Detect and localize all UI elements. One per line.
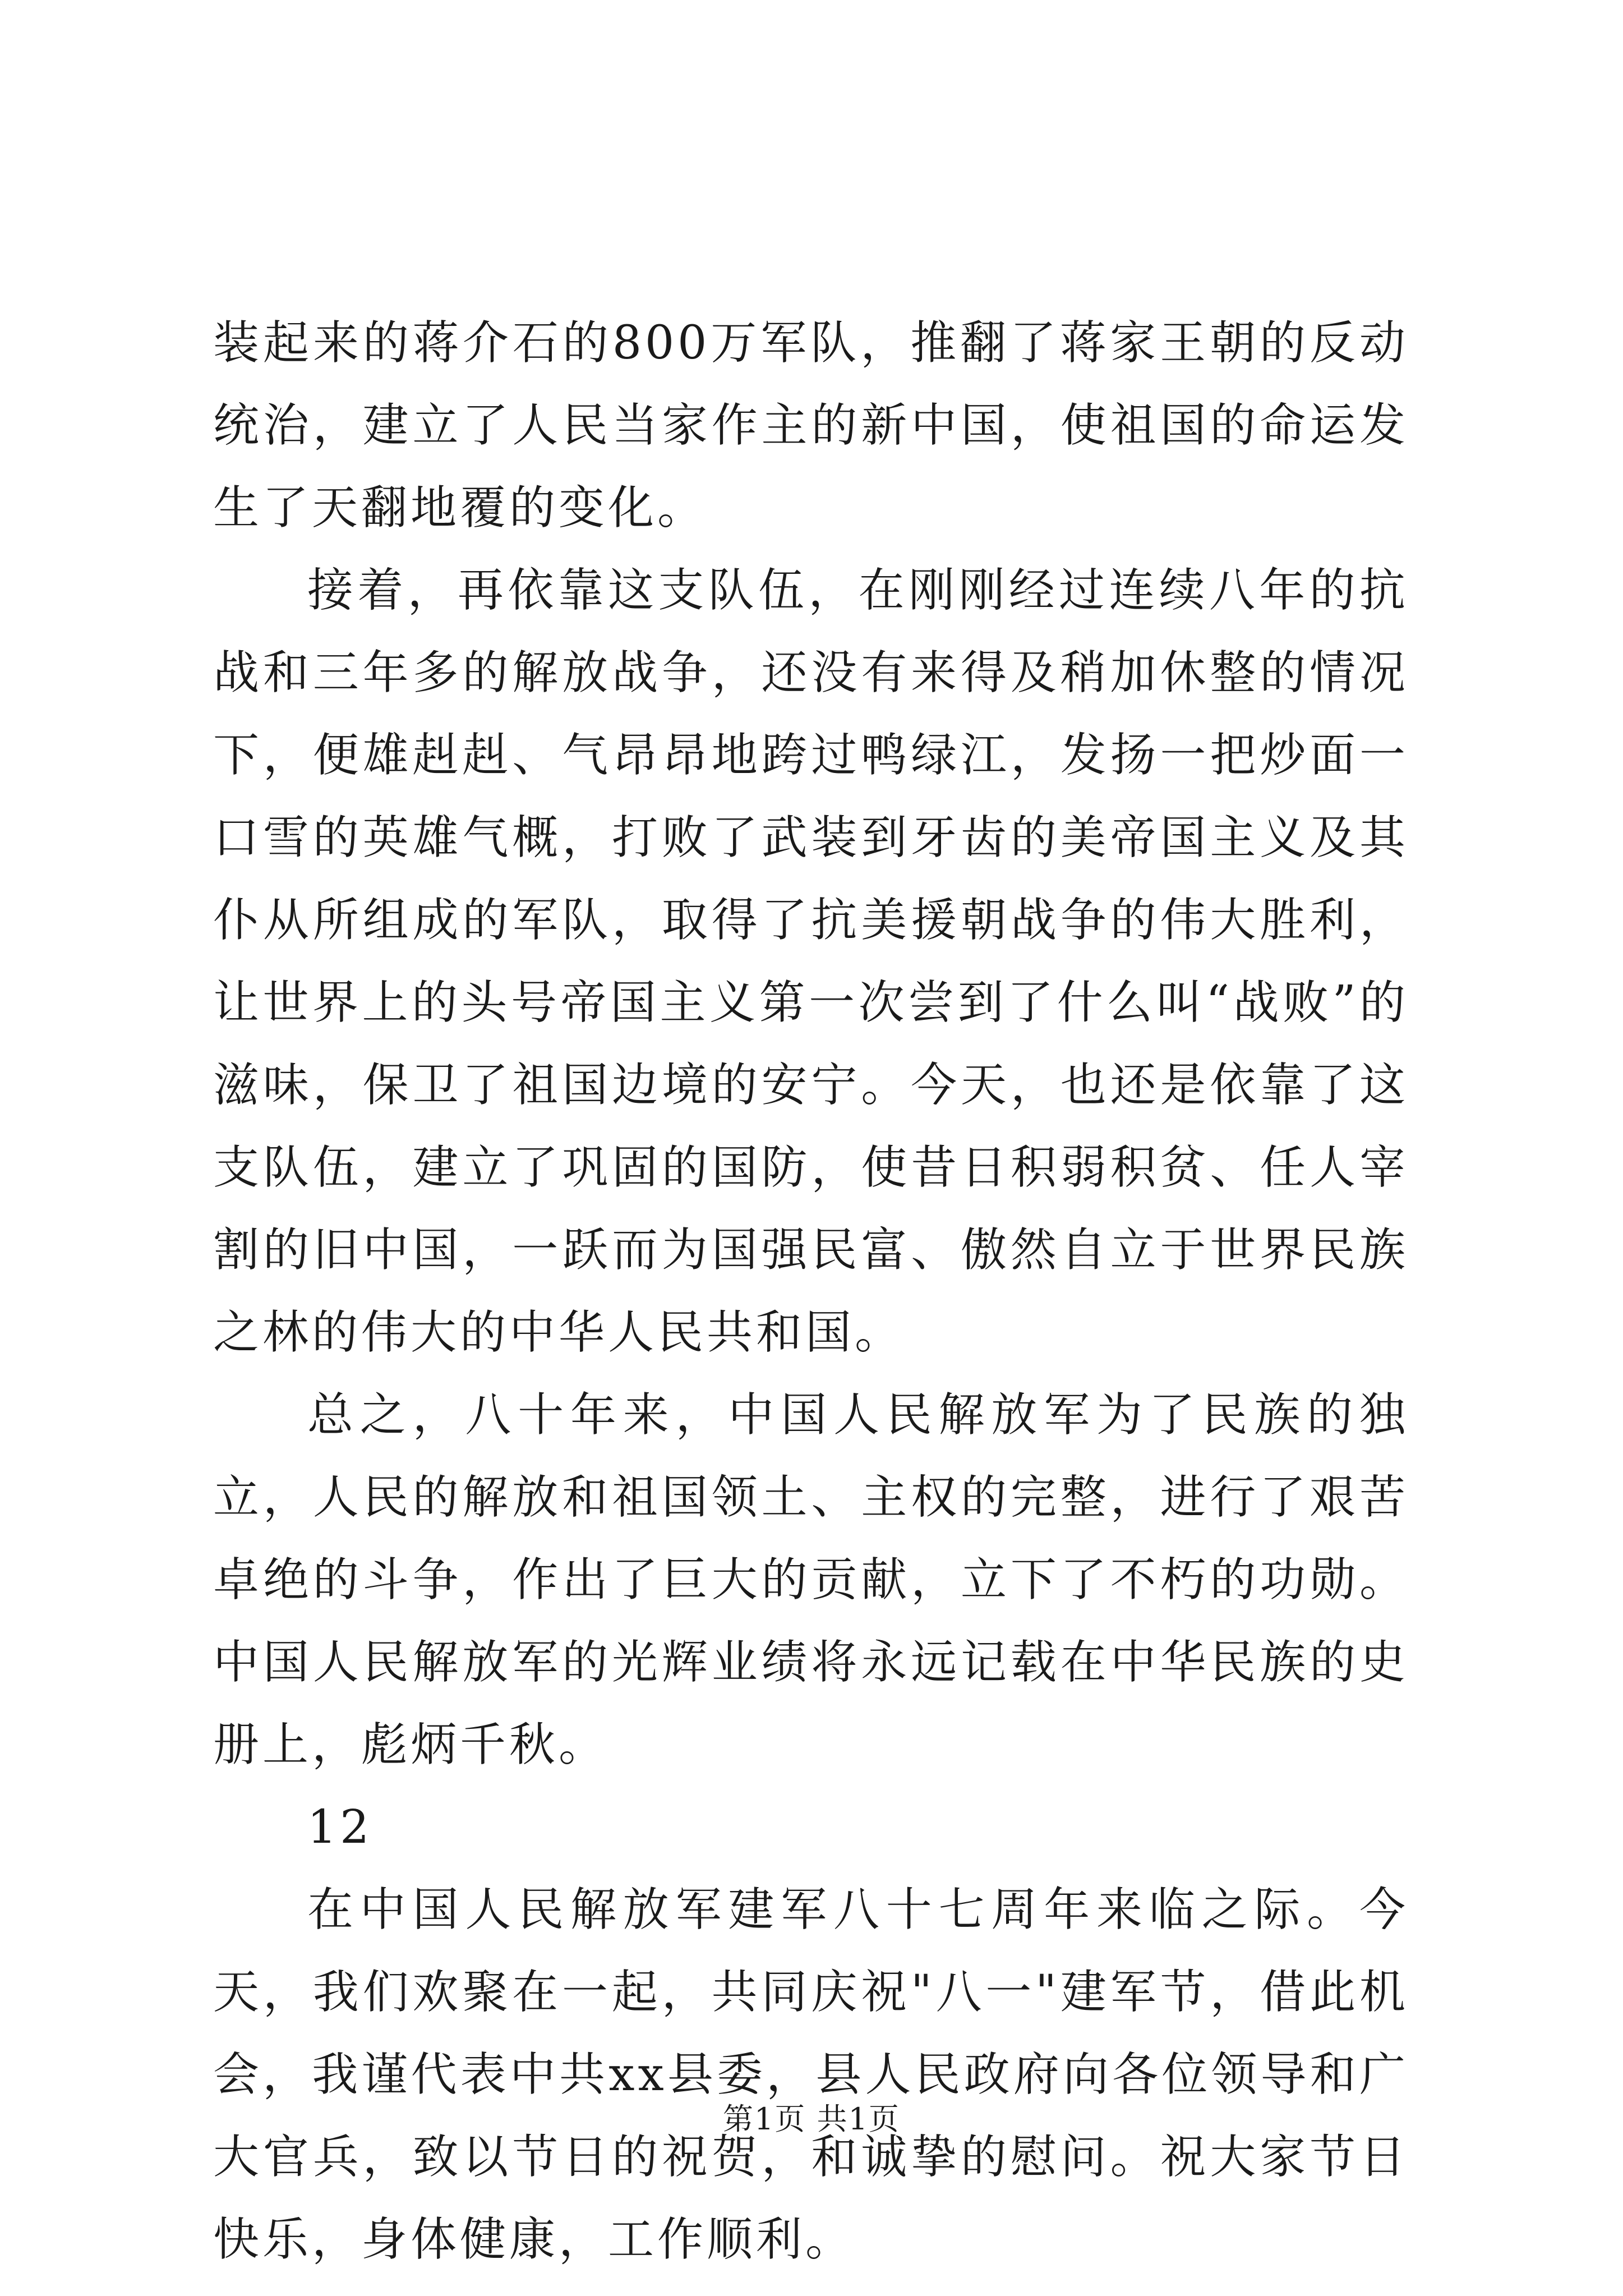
paragraph: 总之，八十年来，中国人民解放军为了民族的独立，人民的解放和祖国领土、主权的完整，进行了艰苦卓绝的斗争，作出了巨大的贡献，立下了不朽的功勋。中国人民解放军的光辉业绩将永远记载在中华民族的史册上，彪炳千秋。	[213, 1388, 1409, 1772]
page-number: 第1页 共1页	[723, 2101, 900, 2137]
paragraph: 在中国人民解放军建军八十七周年来临之际。今天，我们欢聚在一起，共同庆祝"八一"建军节，借此机会，我谨代表中共xx县委，县人民政府向各位领导和广大官兵，致以节日的祝贺，和诚挚的慰问。祝大家节日快乐，身体健康，工作顺利。	[213, 1883, 1409, 2266]
document-body	[213, 302, 1409, 2281]
paragraph-continuation: 装起来的蒋介石的800万军队，推翻了蒋家王朝的反动统治，建立了人民当家作主的新中国，使祖国的命运发生了天翻地覆的变化。	[213, 316, 1409, 535]
section-number: 12	[307, 1801, 373, 1854]
paragraph: 接着，再依靠这支队伍，在刚刚经过连续八年的抗战和三年多的解放战争，还没有来得及稍加休整的情况下，便雄赳赳、气昂昂地跨过鸭绿江，发扬一把炒面一口雪的英雄气概，打败了武装到牙齿的美帝国主义及其仆从所组成的军队，取得了抗美援朝战争的伟大胜利，让世界上的头号帝国主义第一次尝到了什么叫“战败”的滋味，保卫了祖国边境的安宁。今天，也还是依靠了这支队伍，建立了巩固的国防，使昔日积弱积贫、任人宰割的旧中国，一跃而为国强民富、傲然自立于世界民族之林的伟大的中华人民共和国。	[213, 564, 1409, 1359]
